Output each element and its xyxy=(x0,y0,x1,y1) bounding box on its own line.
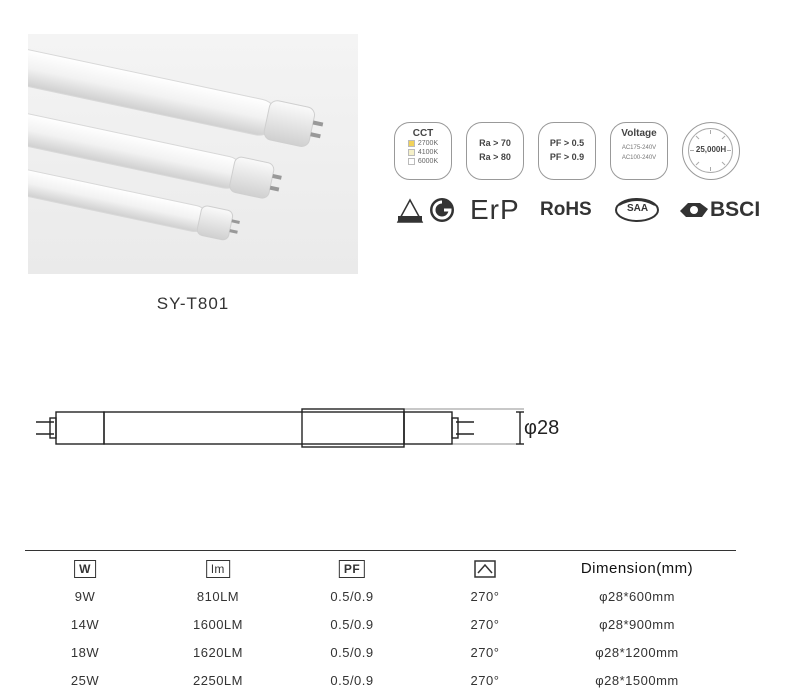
bsci-mark xyxy=(678,196,760,224)
pf-badge xyxy=(538,122,596,180)
pf-line-2: PF > 0.9 xyxy=(549,152,585,162)
lifetime-value: 25,000H xyxy=(695,145,727,154)
cell-angle: 270° xyxy=(470,617,500,632)
swatch-2700k xyxy=(408,140,415,147)
cell-watt: 14W xyxy=(70,617,100,632)
cell-watt: 25W xyxy=(70,673,100,688)
cell-lumen: 810LM xyxy=(196,589,240,604)
product-photo xyxy=(28,34,358,274)
cell-lumen: 2250LM xyxy=(193,673,243,688)
cell-watt: 18W xyxy=(70,645,100,660)
gs-safety-icon xyxy=(396,196,458,224)
bsci-icon xyxy=(678,199,710,221)
cell-pf: 0.5/0.9 xyxy=(330,589,374,604)
cell-lumen: 1620LM xyxy=(193,645,243,660)
voltage-badge xyxy=(610,122,668,180)
saa-label: SAA xyxy=(627,203,649,214)
cell-pf: 0.5/0.9 xyxy=(330,673,374,688)
header-lumen: lm xyxy=(206,560,230,578)
swatch-6000k xyxy=(408,158,415,165)
cell-angle: 270° xyxy=(470,673,500,688)
led-tubes-image xyxy=(28,34,358,274)
table-top-rule xyxy=(25,550,736,551)
saa-mark xyxy=(614,196,660,224)
voltage-line-1: AC175-240V xyxy=(621,145,657,151)
cell-dimension: φ28*1200mm xyxy=(595,645,679,660)
cell-dimension: φ28*600mm xyxy=(599,589,675,604)
cell-angle: 270° xyxy=(470,589,500,604)
header-watt: W xyxy=(74,560,96,578)
cell-dimension: φ28*1500mm xyxy=(595,673,679,688)
pf-line-1: PF > 0.5 xyxy=(549,138,585,148)
cell-dimension: φ28*900mm xyxy=(599,617,675,632)
swatch-4100k xyxy=(408,149,415,156)
cct-title: CCT xyxy=(412,128,434,139)
ra-badge xyxy=(466,122,524,180)
beam-angle-icon xyxy=(474,560,496,578)
cell-pf: 0.5/0.9 xyxy=(330,617,374,632)
erp-mark: ErP xyxy=(470,194,520,225)
header-dimension: Dimension(mm) xyxy=(580,560,694,577)
voltage-title: Voltage xyxy=(621,128,657,139)
rohs-mark: RoHS xyxy=(540,199,592,220)
cell-lumen: 1600LM xyxy=(193,617,243,632)
lifetime-badge xyxy=(682,122,740,180)
header-pf: PF xyxy=(339,560,365,578)
model-number: SY-T801 xyxy=(156,294,230,313)
cct-option: 6000K xyxy=(395,157,451,166)
cct-badge xyxy=(394,122,452,180)
bsci-label: BSCI xyxy=(710,198,761,221)
tube-dimension-drawing xyxy=(30,400,530,456)
cell-watt: 9W xyxy=(74,589,96,604)
cct-option: 2700K xyxy=(395,139,451,148)
header-angle xyxy=(474,560,496,581)
diameter-label: φ28 xyxy=(524,417,560,439)
ra-line-1: Ra > 70 xyxy=(479,138,511,148)
cct-option: 4100K xyxy=(395,148,451,157)
safety-marks xyxy=(396,196,458,224)
voltage-line-2: AC100-240V xyxy=(621,155,657,161)
cell-angle: 270° xyxy=(470,645,500,660)
ra-line-2: Ra > 80 xyxy=(479,152,511,162)
cell-pf: 0.5/0.9 xyxy=(330,645,374,660)
